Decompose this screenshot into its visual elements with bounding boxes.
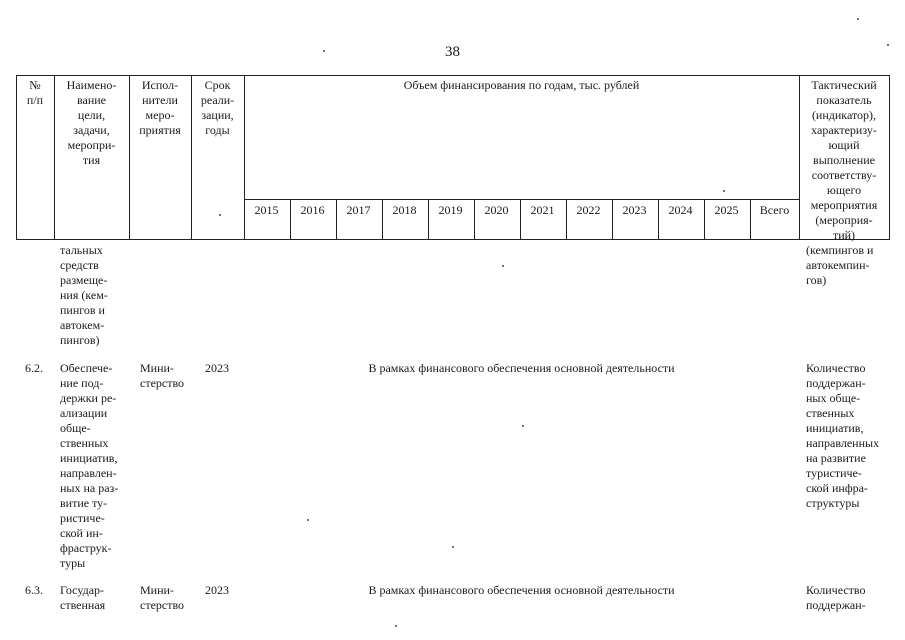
row-6-2-name: Обеспече- ние под- держки ре- ализации обще- ственных инициатив, направлен- ных на раз- витие ту- ристиче- ской ин- фраструк- туры xyxy=(60,361,119,570)
row-6-3-num: 6.3. xyxy=(25,583,43,597)
page-number: 38 xyxy=(445,44,460,60)
year-2020: 2020 xyxy=(484,203,509,217)
year-2017: 2017 xyxy=(346,203,371,217)
year-2023: 2023 xyxy=(622,203,647,217)
scan-speck xyxy=(307,519,309,521)
table-right-border xyxy=(889,75,890,240)
year-2025: 2025 xyxy=(714,203,739,217)
header-executors: Испол- нители меро- приятия xyxy=(139,78,181,137)
scan-speck xyxy=(522,425,524,427)
year-2018: 2018 xyxy=(392,203,417,217)
row-6-2-num: 6.2. xyxy=(25,361,43,375)
years-top-rule xyxy=(244,199,799,200)
scan-speck xyxy=(452,546,454,548)
row-continuation-indicator: (кемпингов и автокемпин- гов) xyxy=(806,243,874,287)
row-6-3-funding: В рамках финансового обеспечения основной деятельности xyxy=(368,583,675,597)
table-header-bottom-rule xyxy=(16,239,889,240)
year-2024: 2024 xyxy=(668,203,693,217)
row-6-3-term: 2023 xyxy=(205,583,229,597)
row-6-2-indicator: Количество поддержан- ных обще- ственных инициатив, направленных на развитие туристиче- ской инфра- структуры xyxy=(806,361,880,510)
scan-speck xyxy=(502,265,504,267)
table-top-rule xyxy=(16,75,889,76)
scan-speck xyxy=(887,44,889,46)
header-num: № п/п xyxy=(26,78,44,107)
scan-speck xyxy=(219,214,221,216)
scan-speck xyxy=(723,190,725,192)
row-6-3-executor: Мини- стерство xyxy=(140,583,185,612)
scan-speck xyxy=(395,625,397,627)
row-6-2-executor: Мини- стерство xyxy=(140,361,185,390)
year-total: Всего xyxy=(759,203,790,217)
row-6-3-name: Государ- ственная xyxy=(60,583,106,612)
row-6-2-funding: В рамках финансового обеспечения основной деятельности xyxy=(368,361,675,375)
header-funding: Объем финансирования по годам, тыс. рублей xyxy=(403,78,640,92)
scan-speck xyxy=(323,50,325,52)
year-2019: 2019 xyxy=(438,203,463,217)
header-indicator: Тактический показатель (индикатор), характеризу- ющий выполнение соответству- ющего мероприятия (мероприя- тий) xyxy=(810,78,878,242)
year-2015: 2015 xyxy=(254,203,279,217)
row-6-3-indicator: Количество поддержан- xyxy=(806,583,866,612)
row-6-2-term: 2023 xyxy=(205,361,229,375)
header-term: Срок реали- зации, годы xyxy=(200,78,235,137)
row-continuation-name: тальных средств размеще- ния (кем- пингов и автокем- пингов) xyxy=(60,243,108,347)
year-2022: 2022 xyxy=(576,203,601,217)
year-2021: 2021 xyxy=(530,203,555,217)
year-2016: 2016 xyxy=(300,203,325,217)
scan-speck xyxy=(857,18,859,20)
header-name: Наимено- вание цели, задачи, меропри- тия xyxy=(66,78,117,167)
